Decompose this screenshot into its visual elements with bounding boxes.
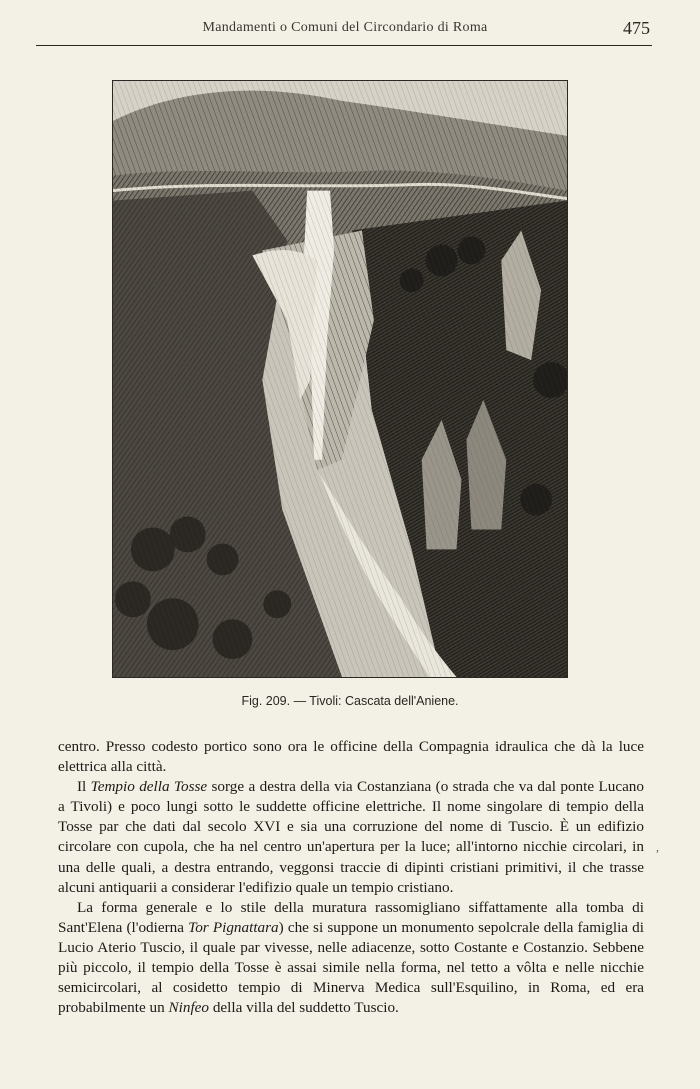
paragraph-1: centro. Presso codesto portico sono ora le officine della Compagnia idraulica che dà la luce elettrica alla città. (58, 738, 644, 776)
paragraph-3 (58, 898, 644, 1019)
engraving-waterfall-icon (113, 81, 567, 677)
body-text (58, 737, 644, 1018)
figure-caption: Fig. 209. — Tivoli: Cascata dell'Aniene. (241, 694, 459, 708)
paragraph-3-text-c: della villa del suddetto Tuscio. (209, 999, 399, 1017)
paragraph-2 (58, 777, 644, 898)
header-rule (36, 45, 652, 46)
header-title: Mandamenti o Comuni del Circondario di Roma (202, 20, 488, 35)
tempio-della-tosse-emphasis: Tempio della Tosse (90, 778, 208, 796)
paragraph-2-text-b: sorge a destra della via Costanziana (o strada che va dal ponte Lucano a Tivoli) e poco lungi sotto le suddette officine elettriche. Il nome singolare di tempio della Tosse par che dati dal secolo XVI e sia una corruzione del nome di Tuscio. È un edifizio circolare con cupola, che ha nel centro un'apertura per la luce; all'intorno nicchie circolari, in una delle quali, a destra entrando, veggonsi traccie di dipinti cristiani primitivi, il che trasse alcuni antiquarii a considerar l'edifizio quale un tempio cristiano. (58, 778, 644, 896)
tor-pignattara-emphasis: Tor Pignattara (188, 918, 279, 936)
paragraph-2-text-a: Il (77, 778, 91, 796)
ninfeo-emphasis: Ninfeo (168, 999, 210, 1017)
paragraph-3-text-a: La forma generale e lo stile della muratura rassomigliano siffattamente alla tomba di Sant'Elena (l'odierna (58, 898, 644, 936)
figure-illustration (112, 80, 568, 678)
margin-mark: , (656, 840, 659, 854)
page-number: 475 (623, 18, 650, 38)
paragraph-3-text-b: ) che si suppone un monumento sepolcrale della famiglia di Lucio Aterio Tuscio, il quale par vivesse, nelle adiacenze, sotto Costante e Costanzio. Sebbene più piccolo, il tempio della Tosse è assai simile nella forma, nel tetto a vôlta e nelle nicchie semicircolari, al cosidetto tempio di Minerva Medica sull'Esquilino, in Roma, ed era probabilmente un (58, 918, 644, 1017)
running-header (38, 18, 652, 48)
